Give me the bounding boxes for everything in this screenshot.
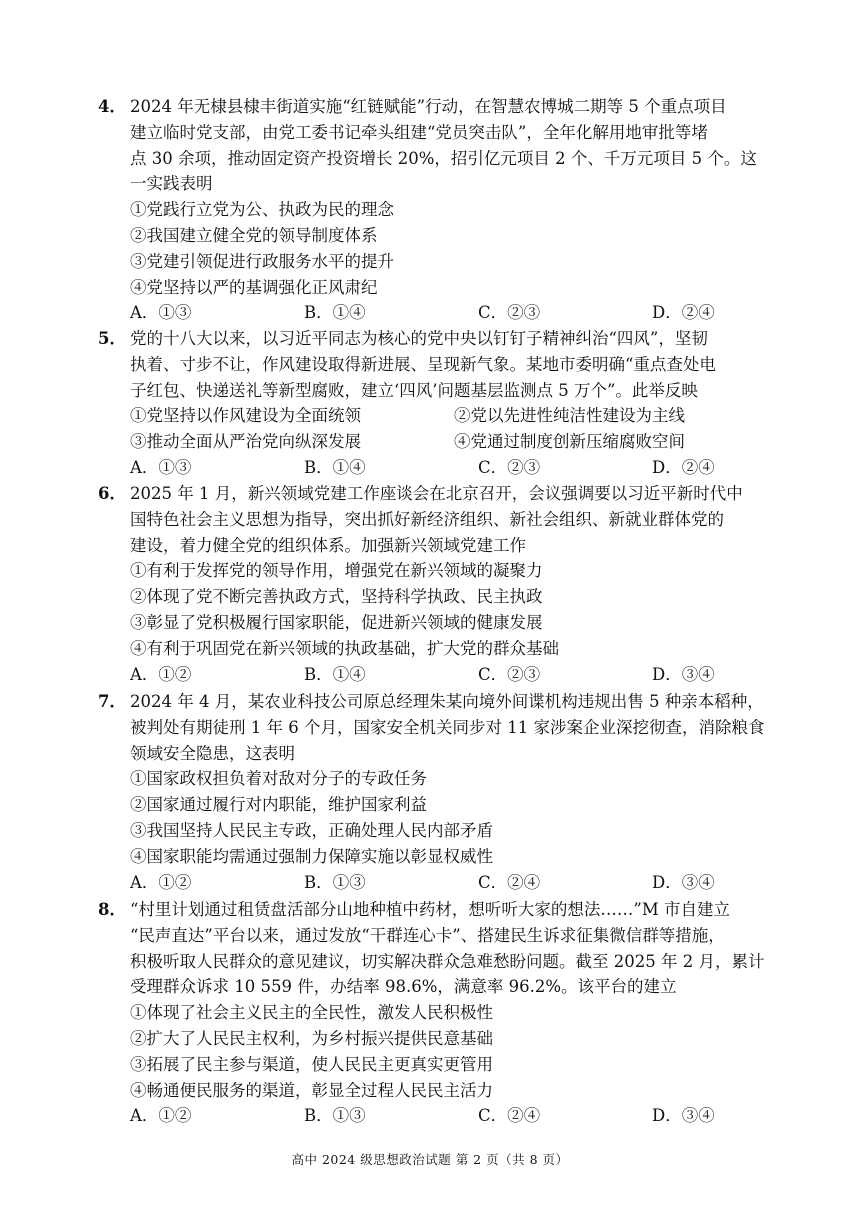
stem-line: 被判处有期徒刑 1 年 6 个月，国家安全机关同步对 11 家涉案企业深挖彻查，消除粮食 bbox=[130, 717, 765, 737]
option-2: ②扩大了人民民主权利，为乡村振兴提供民意基础 bbox=[130, 1028, 493, 1048]
choice-c: C．②④ bbox=[478, 872, 541, 892]
option-3: ③我国坚持人民民主专政，正确处理人民内部矛盾 bbox=[130, 820, 493, 840]
option-list bbox=[98, 766, 778, 869]
question-number: 4． bbox=[98, 97, 126, 116]
option-3: ③彰显了党积极履行国家职能，促进新兴领域的健康发展 bbox=[130, 612, 543, 632]
option-list bbox=[98, 1000, 778, 1103]
choice-d: D．③④ bbox=[652, 872, 715, 892]
question-4 bbox=[98, 94, 778, 326]
choice-a: A．①② bbox=[130, 664, 192, 684]
question-5 bbox=[98, 326, 778, 481]
stem-line: 2025 年 1 月，新兴领域党建工作座谈会在北京召开，会议强调要以习近平新时代中 bbox=[130, 484, 743, 503]
option-row bbox=[130, 429, 778, 455]
option-list bbox=[98, 403, 778, 455]
choice-d: D．③④ bbox=[652, 1106, 715, 1126]
option-1: ①有利于发挥党的领导作用，增强党在新兴领域的凝聚力 bbox=[130, 561, 543, 581]
option-2: ②体现了党不断完善执政方式，坚持科学执政、民主执政 bbox=[130, 587, 543, 607]
choice-b: B．①③ bbox=[304, 1106, 366, 1126]
page-footer: 高中 2024 级思想政治试题 第 2 页（共 8 页） bbox=[291, 1152, 569, 1167]
question-number: 5． bbox=[98, 329, 126, 348]
option-4: ④党通过制度创新压缩腐败空间 bbox=[454, 432, 685, 452]
stem-line: 受理群众诉求 10 559 件，办结率 98.6%，满意率 96.2%。该平台的建立 bbox=[130, 977, 677, 997]
answer-choices bbox=[98, 870, 778, 896]
stem-line: 点 30 余项，推动固定资产投资增长 20%，招引亿元项目 2 个、千万元项目 5 个。这 bbox=[130, 148, 757, 168]
question-7 bbox=[98, 689, 778, 895]
choice-b: B．①③ bbox=[304, 872, 366, 892]
option-4: ④有利于巩固党在新兴领域的执政基础，扩大党的群众基础 bbox=[130, 638, 559, 658]
question-number: 6． bbox=[98, 484, 126, 503]
option-4: ④国家职能均需通过强制力保障实施以彰显权威性 bbox=[130, 846, 493, 866]
choice-b: B．①④ bbox=[304, 664, 366, 684]
question-stem bbox=[98, 897, 778, 1000]
choice-c: C．②③ bbox=[478, 457, 541, 477]
stem-line: 国特色社会主义思想为指导，突出抓好新经济组织、新社会组织、新就业群体党的 bbox=[130, 509, 724, 529]
question-stem bbox=[98, 94, 778, 197]
question-stem bbox=[98, 689, 778, 766]
stem-line: “民声直达”平台以来，通过发放“干群连心卡”、搭建民生诉求征集微信群等措施， bbox=[130, 925, 725, 945]
option-3: ③党建引领促进行政服务水平的提升 bbox=[130, 251, 394, 271]
stem-line: 2024 年 4 月，某农业科技公司原总经理朱某向境外间谍机构违规出售 5 种亲本稻种， bbox=[130, 692, 764, 711]
option-list bbox=[98, 558, 778, 661]
choice-a: A．①③ bbox=[130, 457, 192, 477]
choice-c: C．②③ bbox=[478, 664, 541, 684]
answer-choices bbox=[98, 300, 778, 326]
option-1: ①国家政权担负着对敌对分子的专政任务 bbox=[130, 769, 427, 789]
option-2: ②党以先进性纯洁性建设为主线 bbox=[454, 406, 685, 426]
choice-c: C．②④ bbox=[478, 1106, 541, 1126]
answer-choices bbox=[98, 455, 778, 481]
choice-d: D．②④ bbox=[652, 457, 715, 477]
choice-a: A．①③ bbox=[130, 303, 192, 323]
choice-a: A．①② bbox=[130, 1106, 192, 1126]
stem-line: 领域安全隐患，这表明 bbox=[130, 743, 295, 763]
stem-line: 2024 年无棣县棣丰街道实施“红链赋能”行动，在智慧农博城二期等 5 个重点项目 bbox=[130, 97, 727, 116]
option-2: ②国家通过履行对内职能，维护国家利益 bbox=[130, 795, 427, 815]
stem-line: 积极听取人民群众的意见建议，切实解决群众急难愁盼问题。截至 2025 年 2 月，累计 bbox=[130, 951, 765, 971]
option-list bbox=[98, 197, 778, 300]
choice-d: D．③④ bbox=[652, 664, 715, 684]
stem-line: “村里计划通过租赁盘活部分山地种植中药材，想听听大家的想法……”M 市自建立 bbox=[130, 900, 731, 919]
question-stem bbox=[98, 326, 778, 403]
option-row bbox=[130, 403, 778, 429]
question-6 bbox=[98, 481, 778, 687]
option-3: ③推动全面从严治党向纵深发展 bbox=[130, 432, 361, 452]
option-1: ①体现了社会主义民主的全民性，激发人民积极性 bbox=[130, 1003, 493, 1023]
choice-c: C．②③ bbox=[478, 303, 541, 323]
question-number: 8． bbox=[98, 900, 126, 919]
stem-line: 建立临时党支部，由党工委书记牵头组建“党员突击队”，全年化解用地审批等堵 bbox=[130, 122, 708, 142]
choice-d: D．②④ bbox=[652, 303, 715, 323]
question-stem bbox=[98, 481, 778, 558]
option-1: ①党践行立党为公、执政为民的理念 bbox=[130, 200, 394, 220]
stem-line: 建设，着力健全党的组织体系。加强新兴领域党建工作 bbox=[130, 535, 526, 555]
choice-b: B．①④ bbox=[304, 303, 366, 323]
option-1: ①党坚持以作风建设为全面统领 bbox=[130, 406, 361, 426]
stem-line: 党的十八大以来，以习近平同志为核心的党中央以钉钉子精神纠治“四风”，坚韧 bbox=[130, 329, 708, 348]
choice-b: B．①④ bbox=[304, 457, 366, 477]
stem-line: 子红包、快递送礼等新型腐败，建立‘四风’问题基层监测点 5 万个”。此举反映 bbox=[130, 380, 698, 400]
option-4: ④畅通便民服务的渠道，彰显全过程人民民主活力 bbox=[130, 1080, 493, 1100]
question-8 bbox=[98, 897, 778, 1129]
answer-choices bbox=[98, 1103, 778, 1129]
answer-choices bbox=[98, 662, 778, 688]
choice-a: A．①② bbox=[130, 872, 192, 892]
option-4: ④党坚持以严的基调强化正风肃纪 bbox=[130, 277, 378, 297]
stem-line: 一实践表明 bbox=[130, 174, 213, 194]
option-2: ②我国建立健全党的领导制度体系 bbox=[130, 225, 378, 245]
option-3: ③拓展了民主参与渠道，使人民民主更真实更管用 bbox=[130, 1054, 493, 1074]
stem-line: 执着、寸步不让，作风建设取得新进展、呈现新气象。某地市委明确“重点查处电 bbox=[130, 354, 716, 374]
question-number: 7． bbox=[98, 692, 126, 711]
